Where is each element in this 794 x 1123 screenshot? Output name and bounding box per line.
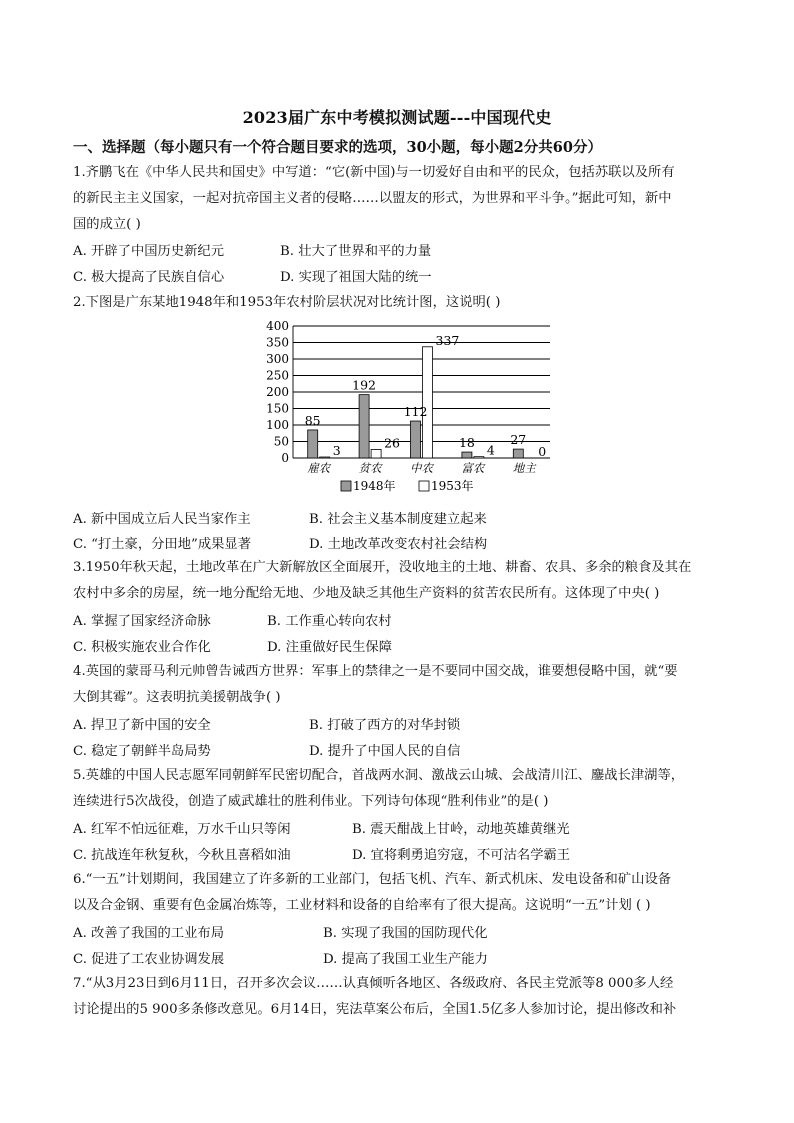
question-2-stem bbox=[73, 290, 723, 316]
bar-1953年 bbox=[474, 457, 484, 458]
question-text-line: 国的成立( ) bbox=[73, 216, 141, 232]
category-label: 雇农 bbox=[307, 461, 331, 475]
bar-1948年 bbox=[462, 452, 472, 458]
bar-chart bbox=[255, 316, 555, 502]
option-a[interactable]: A. 开辟了中国历史新纪元 bbox=[73, 244, 225, 259]
option-c[interactable]: C. 积极实施农业合作化 bbox=[73, 640, 211, 655]
option-c[interactable]: C. 极大提高了民族自信心 bbox=[73, 270, 225, 285]
data-label: 26 bbox=[384, 435, 401, 451]
question-6-stem bbox=[73, 867, 723, 919]
bar-1953年 bbox=[423, 347, 433, 458]
y-tick-label: 400 bbox=[266, 319, 289, 333]
option-b[interactable]: B. 社会主义基本制度建立起来 bbox=[309, 512, 487, 527]
question-text-line: 连续进行5次战役，创造了威武雄壮的胜利伟业。下列诗句体现“胜利伟业”的是( ) bbox=[73, 793, 549, 809]
question-text-line: 6.“一五”计划期间，我国建立了许多新的工业部门，包括飞机、汽车、新式机床、发电设备和矿山设备 bbox=[73, 872, 672, 887]
option-d[interactable]: D. 实现了祖国大陆的统一 bbox=[280, 270, 432, 285]
data-label: 192 bbox=[352, 377, 377, 393]
section-heading: 一、选择题（每小题只有一个符合题目要求的选项，30小题，每小题2分共60分） bbox=[73, 139, 602, 156]
question-4-stem bbox=[73, 659, 723, 711]
category-label: 地主 bbox=[512, 461, 536, 475]
option-a[interactable]: A. 捍卫了新中国的安全 bbox=[73, 718, 211, 733]
legend-swatch-1953 bbox=[419, 481, 429, 491]
bar-1948年 bbox=[308, 430, 318, 458]
question-text-line: 讨论提出的5 900多条修改意见。6月14日，宪法草案公布后，全国1.5亿多人参加讨论，提出修改和补 bbox=[73, 1001, 677, 1017]
option-d[interactable]: D. 提升了中国人民的自信 bbox=[309, 744, 461, 759]
question-text-line: 4.英国的蒙哥马利元帅曾告诫西方世界：军事上的禁律之一是不要同中国交战，谁要想侵略中国，就“要 bbox=[73, 664, 678, 679]
option-b[interactable]: B. 打破了西方的对华封锁 bbox=[309, 718, 461, 733]
option-c[interactable]: C. “打土豪，分田地”成果显著 bbox=[73, 537, 252, 552]
question-text-line: 的新民主主义国家，一起对抗帝国主义者的侵略……以盟友的形式，为世界和平斗争。”据此可知，新中 bbox=[73, 190, 672, 206]
question-5-stem bbox=[73, 763, 723, 815]
y-tick-label: 250 bbox=[266, 368, 289, 383]
bar-1948年 bbox=[411, 421, 421, 458]
y-tick-label: 300 bbox=[266, 352, 289, 366]
option-c[interactable]: C. 抗战连年秋复秋，今秋且喜稻如油 bbox=[73, 848, 291, 863]
question-7-stem bbox=[73, 971, 723, 1023]
option-a[interactable]: A. 新中国成立后人民当家作主 bbox=[73, 512, 251, 527]
y-tick-label: 150 bbox=[266, 401, 289, 416]
option-b[interactable]: B. 实现了我国的国防现代化 bbox=[323, 926, 488, 941]
option-b[interactable]: B. 工作重心转向农村 bbox=[267, 614, 392, 629]
data-label: 18 bbox=[458, 435, 475, 451]
option-b[interactable]: B. 震天酣战上甘岭，动地英雄黄继光 bbox=[352, 822, 570, 837]
category-label: 中农 bbox=[410, 461, 433, 475]
bar-1948年 bbox=[359, 395, 369, 458]
bar-1953年 bbox=[371, 449, 381, 458]
question-text-line: 农村中多余的房屋，统一地分配给无地、少地及缺乏其他生产资料的贫苦农民所有。这体现了中央( ) bbox=[73, 585, 660, 601]
bar-1948年 bbox=[513, 449, 523, 458]
chart-y-ticks bbox=[266, 319, 289, 465]
question-text-line: 2.下图是广东某地1948年和1953年农村阶层状况对比统计图，这说明( ) bbox=[73, 295, 501, 310]
question-text-line: 3.1950年秋天起，土地改革在广大新解放区全面展开，没收地主的土地、耕畜、农具、多余的粮食及其在 bbox=[73, 560, 692, 575]
data-label: 3 bbox=[332, 443, 341, 459]
y-tick-label: 350 bbox=[266, 335, 289, 350]
option-a[interactable]: A. 掌握了国家经济命脉 bbox=[73, 614, 211, 629]
bar-1953年 bbox=[320, 457, 330, 458]
chart-category-labels bbox=[307, 461, 537, 475]
option-d[interactable]: D. 土地改革改变农村社会结构 bbox=[309, 537, 488, 552]
data-label: 85 bbox=[304, 412, 321, 428]
data-label: 27 bbox=[510, 432, 527, 448]
y-tick-label: 0 bbox=[281, 451, 289, 465]
legend-swatch-1948 bbox=[341, 481, 351, 491]
question-text-line: 1.齐鹏飞在《中华人民共和国史》中写道：“它(新中国)与一切爱好自由和平的民众，包括苏联以及所有 bbox=[73, 165, 675, 180]
question-1-stem bbox=[73, 160, 723, 237]
question-3-stem bbox=[73, 555, 723, 607]
option-d[interactable]: D. 宜将剩勇追穷寇，不可沽名学霸王 bbox=[352, 848, 571, 863]
option-a[interactable]: A. 改善了我国的工业布局 bbox=[73, 926, 225, 941]
legend-label-1948: 1948年 bbox=[353, 479, 396, 493]
y-tick-label: 100 bbox=[266, 418, 289, 432]
option-a[interactable]: A. 红军不怕远征难，万水千山只等闲 bbox=[73, 822, 291, 837]
option-d[interactable]: D. 提高了我国工业生产能力 bbox=[323, 952, 488, 967]
chart-legend bbox=[341, 478, 474, 493]
data-label: 112 bbox=[403, 404, 428, 420]
page-title: 2023届广东中考模拟测试题---中国现代史 bbox=[242, 108, 552, 127]
data-label: 0 bbox=[538, 444, 547, 459]
option-c[interactable]: C. 促进了工农业协调发展 bbox=[73, 952, 225, 967]
legend-label-1953: 1953年 bbox=[431, 479, 474, 493]
category-label: 贫农 bbox=[358, 461, 382, 475]
data-label: 4 bbox=[486, 442, 495, 458]
question-text-line: 7.“从3月23日到6月11日，召开多次会议……认真倾听各地区、各级政府、各民主党派等8 000多人经 bbox=[73, 976, 674, 991]
category-label: 富农 bbox=[461, 461, 485, 475]
y-tick-label: 50 bbox=[273, 434, 289, 449]
option-d[interactable]: D. 注重做好民生保障 bbox=[267, 640, 393, 655]
data-label: 337 bbox=[435, 332, 460, 348]
question-text-line: 5.英雄的中国人民志愿军同朝鲜军民密切配合，首战两水洞、激战云山城、会战清川江、鏖战长津湖等， bbox=[73, 768, 685, 783]
option-c[interactable]: C. 稳定了朝鲜半岛局势 bbox=[73, 744, 211, 759]
question-text-line: 大倒其霉”。这表明抗美援朝战争( ) bbox=[73, 689, 281, 705]
y-tick-label: 200 bbox=[266, 385, 289, 399]
question-text-line: 以及合金钢、重要有色金属冶炼等，工业材料和设备的自给率有了很大提高。这说明“一五”计划 ( ) bbox=[73, 897, 651, 913]
option-b[interactable]: B. 壮大了世界和平的力量 bbox=[280, 244, 432, 259]
